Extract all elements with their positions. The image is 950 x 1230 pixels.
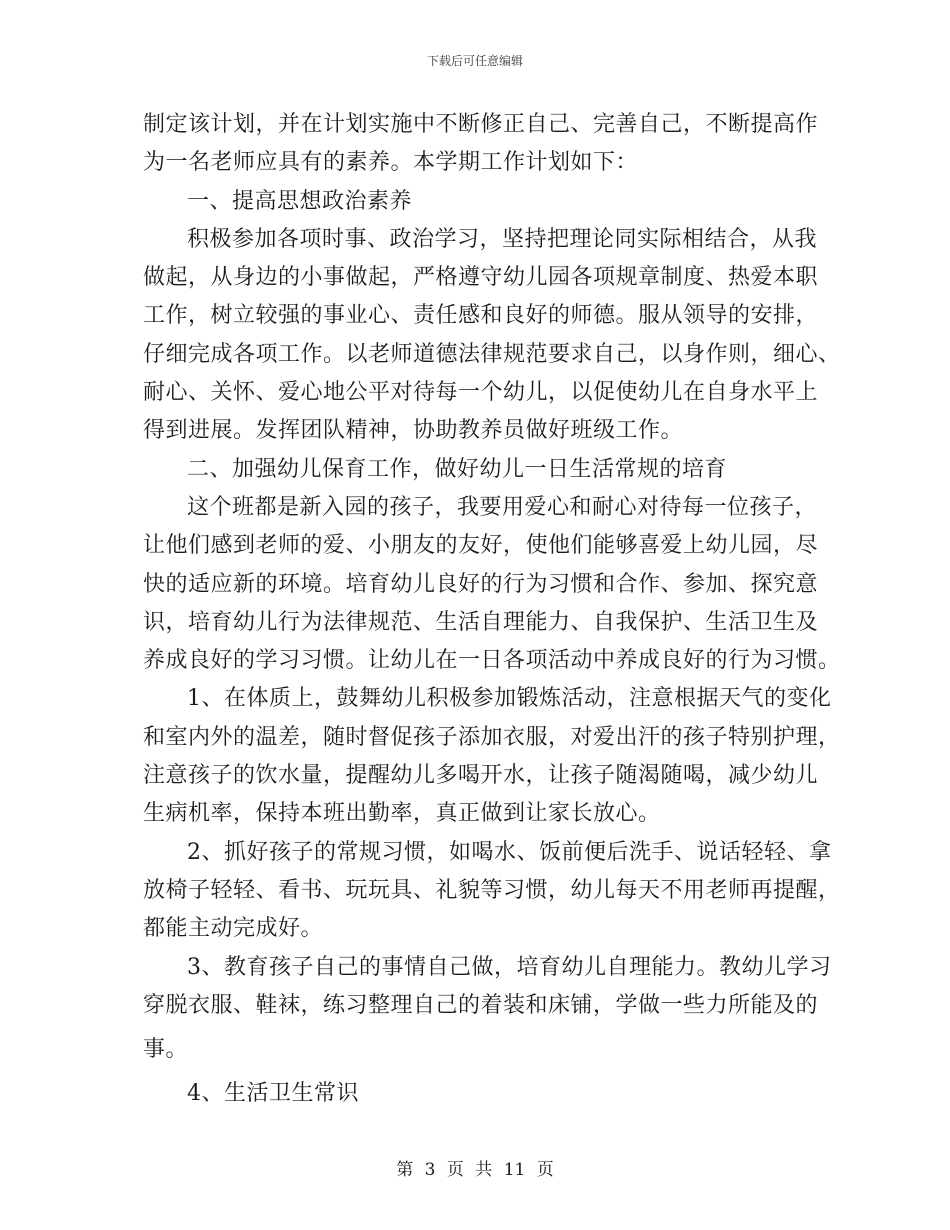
text-line: 和室内外的温差，随时督促孩子添加衣服，对爱出汗的孩子特别护理， xyxy=(143,724,841,750)
text-line: 得到进展。发挥团队精神，协助教养员做好班级工作。 xyxy=(143,418,684,444)
text-line: 2、抓好孩子的常规习惯，如喝水、饭前便后洗手、说话轻轻、拿 xyxy=(187,839,832,865)
text-line: 3、教育孩子自己的事情自己做，培育幼儿自理能力。教幼儿学习 xyxy=(187,954,832,980)
text-line: 为一名老师应具有的素养。本学期工作计划如下： xyxy=(143,150,639,176)
text-line: 这个班都是新入园的孩子，我要用爱心和耐心对待每一位孩子， xyxy=(187,494,818,520)
text-line: 生病机率，保持本班出勤率，真正做到让家长放心。 xyxy=(143,801,661,827)
text-line: 快的适应新的环境。培育幼儿良好的行为习惯和合作、参加、探究意 xyxy=(143,571,819,597)
text-line: 积极参加各项时事、政治学习，坚持把理论同实际相结合，从我 xyxy=(187,226,818,252)
text-line: 工作，树立较强的事业心、责任感和良好的师德。服从领导的安排， xyxy=(143,303,819,329)
text-line: 注意孩子的饮水量，提醒幼儿多喝开水，让孩子随渴随喝，减少幼儿 xyxy=(143,763,819,789)
text-line: 4、生活卫生常识 xyxy=(187,1080,359,1106)
page-header: 下载后可任意编辑 xyxy=(426,54,523,68)
document-body xyxy=(143,108,841,1115)
text-line: 穿脱衣服、鞋袜，练习整理自己的着装和床铺，学做一些力所能及的 xyxy=(143,992,819,1018)
text-line: 做起，从身边的小事做起，严格遵守幼儿园各项规章制度、热爱本职 xyxy=(143,265,819,291)
text-line: 事。 xyxy=(143,1036,189,1062)
text-line: 放椅子轻轻、看书、玩玩具、礼貌等习惯，幼儿每天不用老师再提醒， xyxy=(143,877,841,903)
text-line: 一、提高思想政治素养 xyxy=(187,188,413,214)
text-line: 耐心、关怀、爱心地公平对待每一个幼儿，以促使幼儿在自身水平上 xyxy=(143,380,819,406)
text-line: 制定该计划，并在计划实施中不断修正自己、完善自己，不断提高作 xyxy=(143,112,819,137)
text-line: 识，培育幼儿行为法律规范、生活自理能力、自我保护、生活卫生及 xyxy=(143,609,819,635)
text-line: 二、加强幼儿保育工作，做好幼儿一日生活常规的培育 xyxy=(187,456,728,482)
text-line: 都能主动完成好。 xyxy=(143,916,324,942)
text-line: 让他们感到老师的爱、小朋友的友好，使他们能够喜爱上幼儿园，尽 xyxy=(143,533,819,559)
page-footer: 第 3 页 共 11 页 xyxy=(396,1160,554,1180)
text-line: 仔细完成各项工作。以老师道德法律规范要求自己，以身作则，细心、 xyxy=(143,341,841,367)
text-line: 1、在体质上，鼓舞幼儿积极参加锻炼活动，注意根据天气的变化 xyxy=(187,686,832,712)
text-line: 养成良好的学习习惯。让幼儿在一日各项活动中养成良好的行为习惯。 xyxy=(143,648,841,674)
